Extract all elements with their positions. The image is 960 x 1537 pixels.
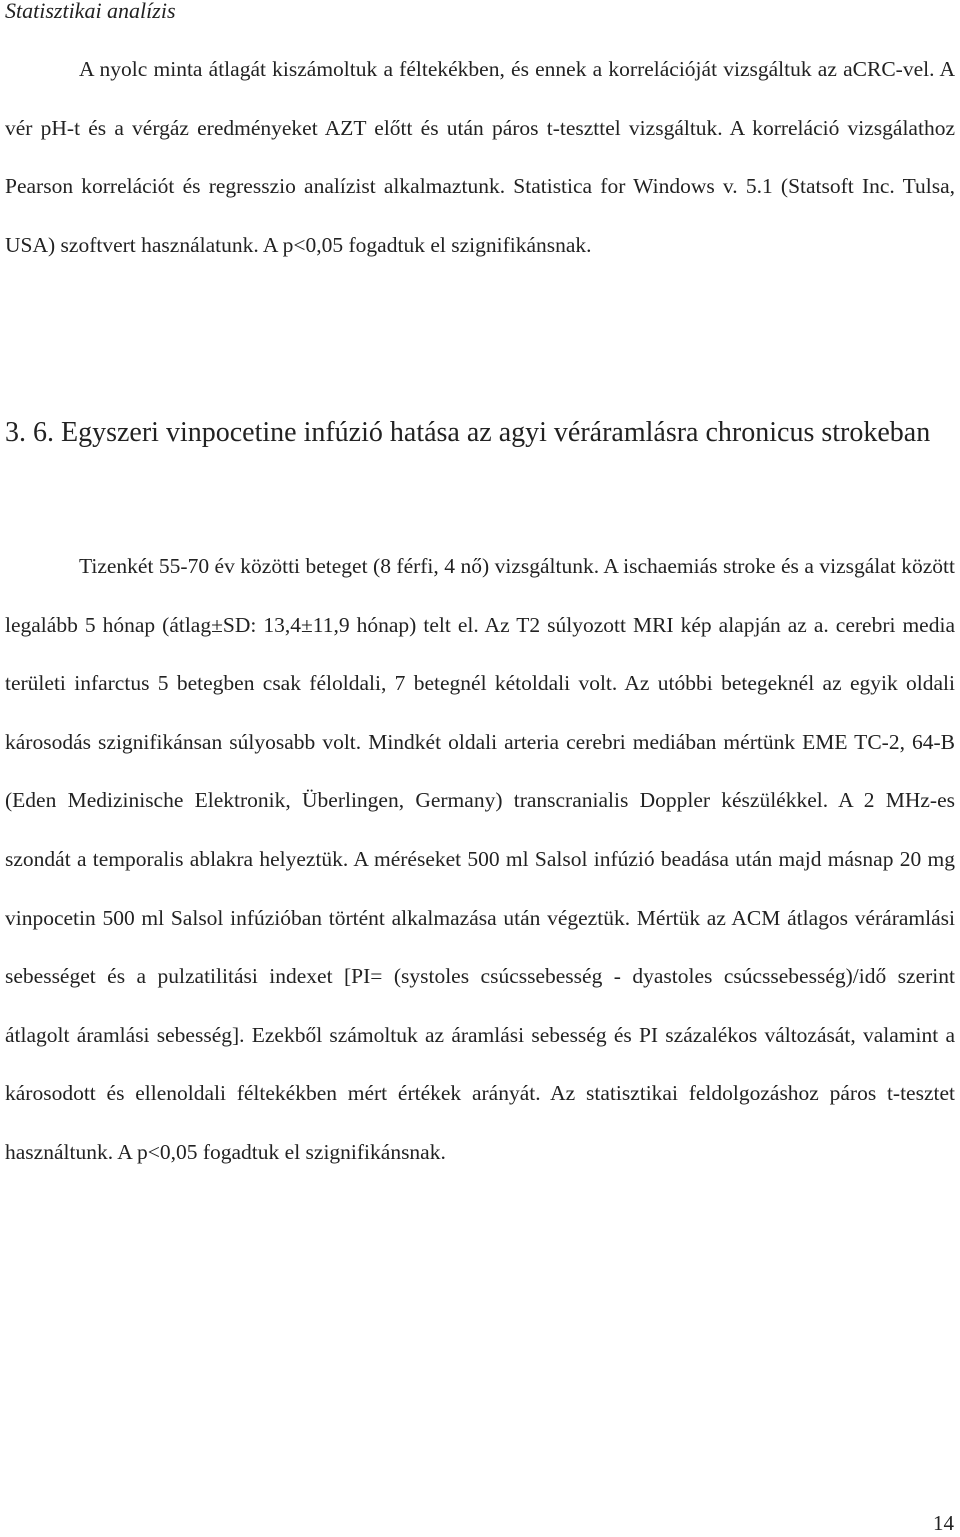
page-number: 14: [933, 1511, 954, 1535]
paragraph-statistical-analysis: A nyolc minta átlagát kiszámoltuk a féltekékben, és ennek a korrelációját vizsgáltuk az aCRC-vel. A vér pH-t és a vérgáz eredményeket AZT előtt és után páros t-teszttel vizsgáltuk. A korreláció vizsgálathoz Pearson korrelációt és regresszio analízist alkalmaztunk. Statistica for Windows v. 5.1 (Statsoft Inc. Tulsa, USA) szoftvert használatunk. A p<0,05 fogadtuk el szignifikánsnak.: [5, 57, 955, 257]
paragraph-methods: Tizenkét 55-70 év közötti beteget (8 férfi, 4 nő) vizsgáltunk. A ischaemiás stroke és a vizsgálat között legalább 5 hónap (átlag±SD: 13,4±11,9 hónap) telt el. Az T2 súlyozott MRI kép alapján az a. cerebri media területi infarctus 5 betegben csak féloldali, 7 betegnél kétoldali volt. Az utóbbi betegeknél az egyik oldali károsodás szignifikánsan súlyosabb volt. Mindkét oldali arteria cerebri mediában mértünk EME TC-2, 64-B (Eden Medizinische Elektronik, Überlingen, Germany) transcranialis Doppler készülékkel. A 2 MHz-es szondát a temporalis ablakra helyeztük. A méréseket 500 ml Salsol infúzió beadása után majd másnap 20 mg vinpocetin 500 ml Salsol infúzióban történt alkalmazása után végeztük. Mértük az ACM átlagos véráramlási sebességet és a pulzatilitási indexet [PI= (systoles csúcssebesség - dyastoles csúcssebesség)/idő szerint átlagolt áramlási sebesség]. Ezekből számoltuk az áramlási sebesség és PI százalékos változását, valamint a károsodott és ellenoldali féltekékben mért értékek arányát. Az statisztikai feldolgozáshoz páros t-tesztet használtunk. A p<0,05 fogadtuk el szignifikánsnak.: [5, 554, 955, 1164]
section-heading: Statisztikai analízis: [5, 0, 176, 23]
chapter-heading: 3. 6. Egyszeri vinpocetine infúzió hatása az agyi véráramlásra chronicus strokeban: [5, 417, 931, 448]
